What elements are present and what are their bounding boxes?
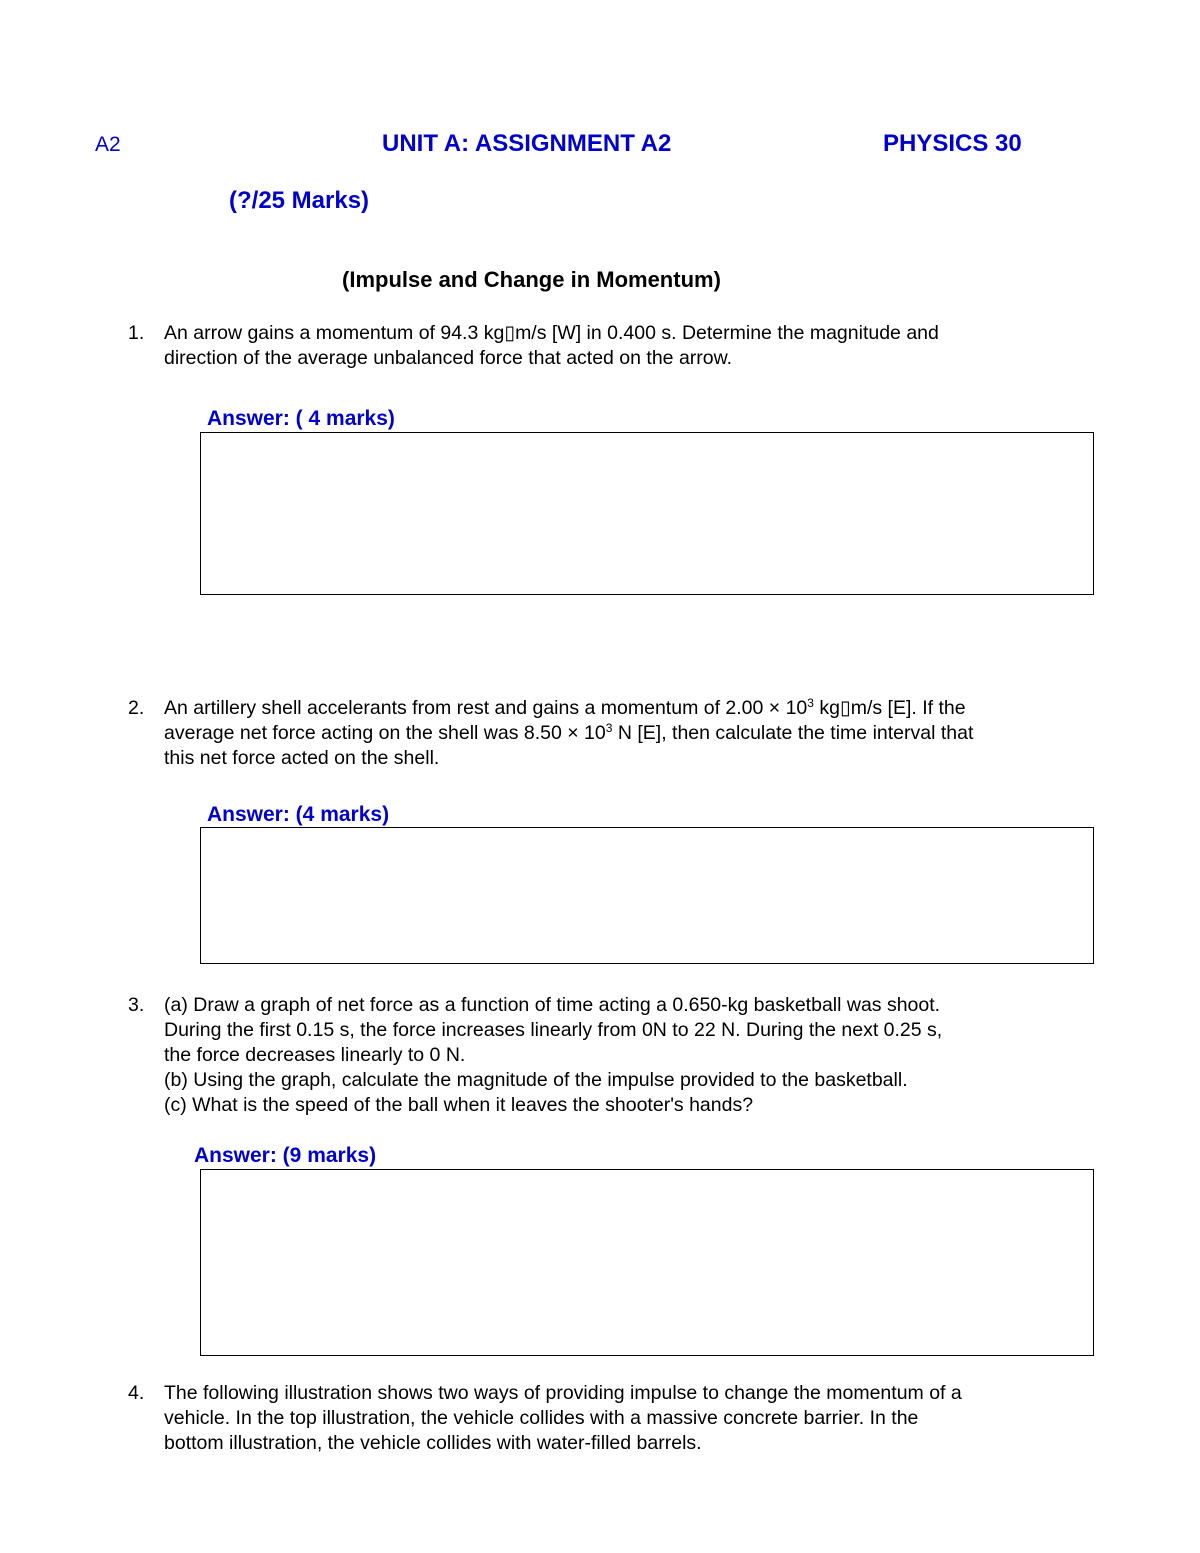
question-line: The following illustration shows two ways of providing impulse to change the momentum of a <box>164 1382 962 1404</box>
question-line: An arrow gains a momentum of 94.3 kg▯m/s [W] in 0.400 s. Determine the magnitude and <box>164 322 939 344</box>
question-number: 2. <box>128 697 145 719</box>
marks-total: (?/25 Marks) <box>229 187 370 214</box>
answer-box-2[interactable] <box>200 827 1094 964</box>
question-line: bottom illustration, the vehicle collides with water-filled barrels. <box>164 1432 702 1454</box>
question-line: the force decreases linearly to 0 N. <box>164 1044 466 1066</box>
question-number: 3. <box>128 994 145 1016</box>
question-line: During the first 0.15 s, the force increases linearly from 0N to 22 N. During the next 0.25 s, <box>164 1019 943 1041</box>
question-line: (b) Using the graph, calculate the magnitude of the impulse provided to the basketball. <box>164 1069 908 1091</box>
answer-label-2: Answer: (4 marks) <box>207 803 390 826</box>
question-number: 1. <box>128 322 145 344</box>
answer-box-3[interactable] <box>200 1169 1094 1356</box>
question-number: 4. <box>128 1382 145 1404</box>
assignment-title: UNIT A: ASSIGNMENT A2 <box>382 130 672 157</box>
question-line: this net force acted on the shell. <box>164 747 440 769</box>
question-line: vehicle. In the top illustration, the vehicle collides with a massive concrete barrier. In the <box>164 1407 919 1429</box>
question-line: (c) What is the speed of the ball when it leaves the shooter's hands? <box>164 1094 754 1116</box>
question-line: average net force acting on the shell was $8.50 \times 10^3$ N [E], then calculate the time interval that <box>164 721 974 744</box>
section-title: (Impulse and Change in Momentum) <box>342 267 721 292</box>
answer-box-1[interactable] <box>200 432 1094 595</box>
question-text <box>164 321 1084 371</box>
header-left-code: A2 <box>95 133 121 156</box>
question-text <box>164 1381 1084 1456</box>
question-line: direction of the average unbalanced force that acted on the arrow. <box>164 347 733 369</box>
answer-label-1: Answer: ( 4 marks) <box>207 407 395 430</box>
question-line: (a) Draw a graph of net force as a function of time acting a 0.650-kg basketball was shoot. <box>164 994 941 1016</box>
answer-label-3: Answer: (9 marks) <box>194 1144 377 1167</box>
question-line: An artillery shell accelerants from rest and gains a momentum of $2.00 \times 10^3$ kg▯m/s [E]. If the <box>164 696 966 719</box>
question-text <box>164 993 1084 1118</box>
course-name: PHYSICS 30 <box>883 130 1022 157</box>
question-text <box>164 696 1084 771</box>
